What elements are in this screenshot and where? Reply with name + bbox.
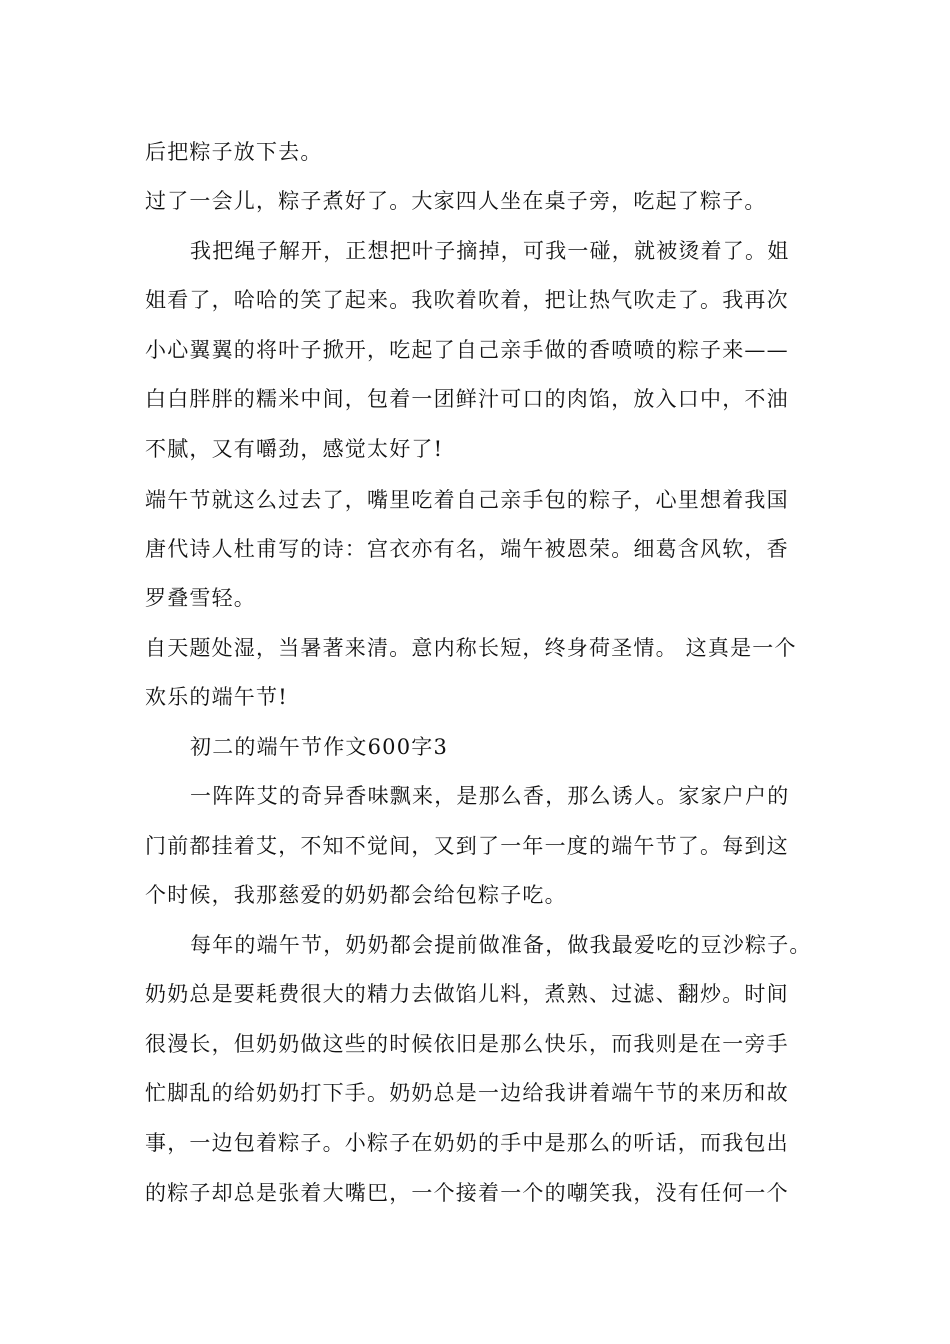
text-line: 门前都挂着艾，不知不觉间，又到了一年一度的端午节了。每到这 xyxy=(145,834,789,858)
text-line: 白白胖胖的糯米中间，包着一团鲜汁可口的肉馅，放入口中，不油 xyxy=(145,387,789,411)
text-line: 姐看了，哈哈的笑了起来。我吹着吹着，把让热气吹走了。我再次 xyxy=(145,288,789,312)
text-line: 后把粽子放下去。 xyxy=(145,140,323,164)
text-line: 一阵阵艾的奇异香味飘来，是那么香，那么诱人。家家户户的 xyxy=(190,784,790,808)
text-line: 小心翼翼的将叶子掀开，吃起了自己亲手做的香喷喷的粽子来—— xyxy=(145,338,789,362)
text-line: 忙脚乱的给奶奶打下手。奶奶总是一边给我讲着端午节的来历和故 xyxy=(145,1081,789,1105)
text-line: 自天题处湿，当暑著来清。意内称长短，终身荷圣情。 这真是一个 xyxy=(145,636,797,660)
text-line: 的粽子却总是张着大嘴巴，一个接着一个的嘲笑我，没有任何一个 xyxy=(145,1181,789,1205)
text-line: 欢乐的端午节! xyxy=(145,685,288,709)
text-line: 事，一边包着粽子。小粽子在奶奶的手中是那么的听话，而我包出 xyxy=(145,1131,789,1155)
text-line: 每年的端午节，奶奶都会提前做准备，做我最爱吃的豆沙粽子。 xyxy=(190,933,812,957)
text-line: 不腻，又有嚼劲，感觉太好了! xyxy=(145,437,444,461)
text-line: 过了一会儿，粽子煮好了。大家四人坐在桌子旁，吃起了粽子。 xyxy=(145,189,767,213)
text-line: 我把绳子解开，正想把叶子摘掉，可我一碰，就被烫着了。姐 xyxy=(190,239,790,263)
text-line: 端午节就这么过去了，嘴里吃着自己亲手包的粽子，心里想着我国 xyxy=(145,488,789,512)
text-line: 罗叠雪轻。 xyxy=(145,586,256,610)
section-heading: 初二的端午节作文600字3 xyxy=(190,735,449,759)
text-line: 个时候，我那慈爱的奶奶都会给包粽子吃。 xyxy=(145,883,567,907)
text-line: 很漫长，但奶奶做这些的时候依旧是那么快乐，而我则是在一旁手 xyxy=(145,1032,789,1056)
text-line: 奶奶总是要耗费很大的精力去做馅儿料，煮熟、过滤、翻炒。时间 xyxy=(145,982,789,1006)
text-line: 唐代诗人杜甫写的诗：宫衣亦有名，端午被恩荣。细葛含风软，香 xyxy=(145,537,789,561)
